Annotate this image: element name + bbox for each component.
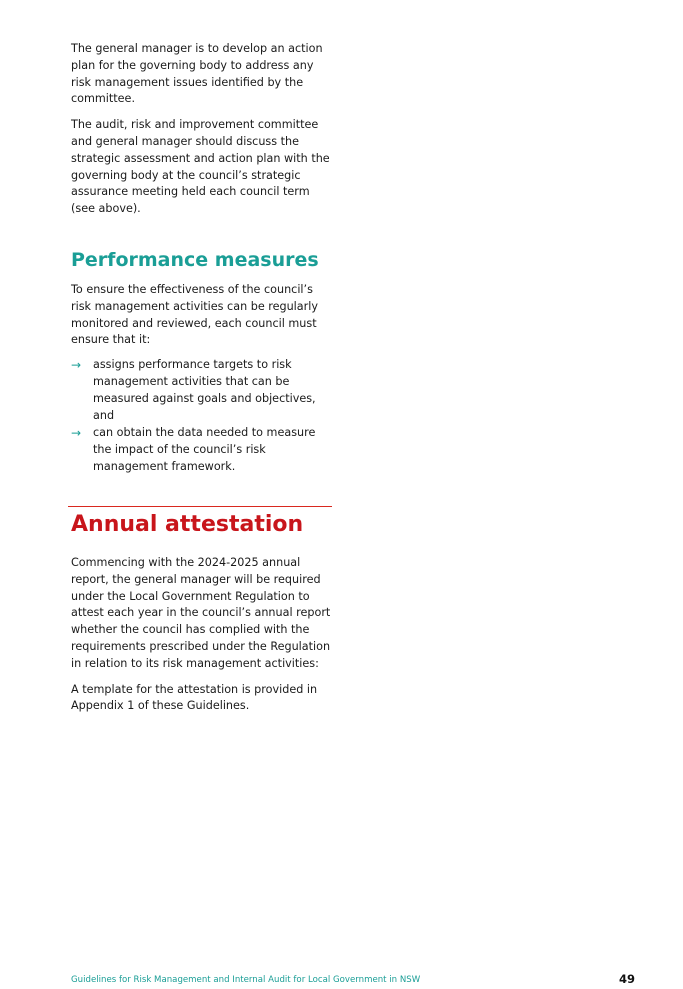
intro-paragraph-2: The audit, risk and improvement committee and general manager should discuss the strategic assessment and action plan with the governing body at the council’s strategic assurance meeting held each council term (see above). — [71, 118, 330, 216]
list-item — [71, 357, 333, 424]
section-divider — [68, 506, 332, 507]
attestation-paragraph-2: A template for the attestation is provided in Appendix 1 of these Guidelines. — [71, 682, 318, 713]
performance-measures-heading: Performance measures — [71, 248, 319, 271]
annual-attestation-heading: Annual attestation — [71, 512, 304, 537]
list-item — [71, 425, 333, 475]
footer-title: Guidelines for Risk Management and Internal Audit for Local Government in NSW — [71, 975, 421, 985]
main-column — [71, 41, 333, 476]
arrow-right-icon: → — [71, 358, 82, 373]
performance-lead-paragraph: To ensure the effectiveness of the council’s risk management activities can be regularly monitored and reviewed, each council must ensure that it: — [71, 282, 318, 347]
page-number: 49 — [618, 972, 635, 986]
bullet-text: can obtain the data needed to measure the impact of the council’s risk management framework. — [93, 426, 316, 473]
attestation-paragraph-1: Commencing with the 2024-2025 annual report, the general manager will be required under the Local Government Regulation to attest each year in the council’s annual report whether the council has complied with the requirements prescribed under the Regulation in relation to its risk management activities: — [71, 556, 331, 670]
performance-bullet-list — [71, 357, 333, 476]
attestation-section — [71, 555, 333, 715]
bullet-text: assigns performance targets to risk management activities that can be measured against goals and objectives, and — [93, 358, 316, 422]
intro-paragraph-1: The general manager is to develop an action plan for the governing body to address any risk management issues identified by the committee. — [71, 42, 323, 106]
arrow-right-icon: → — [71, 426, 82, 441]
